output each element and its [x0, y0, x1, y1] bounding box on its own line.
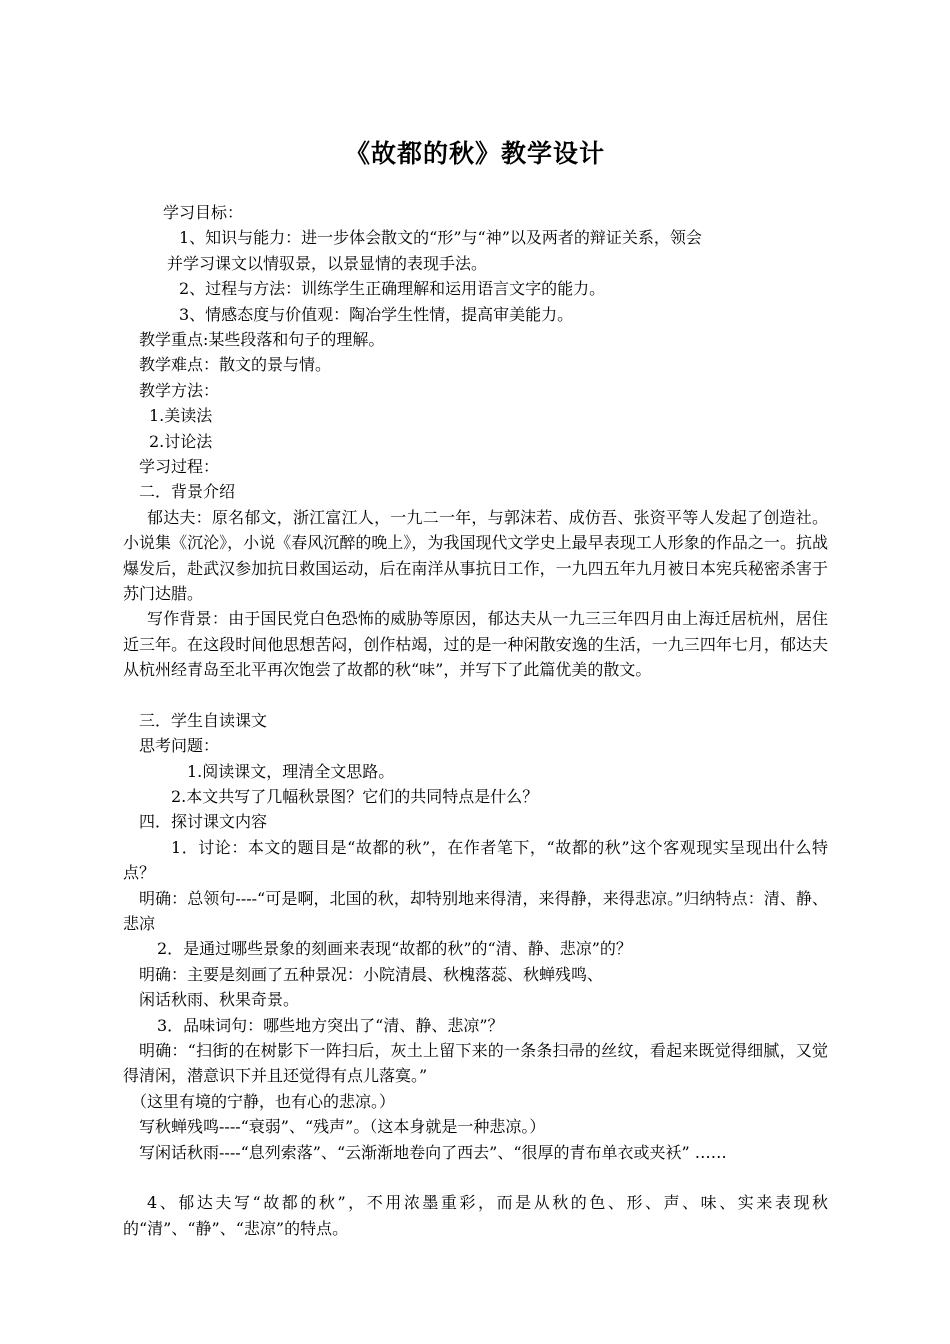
text-line: 3．品味词句：哪些地方突出了“清、静、悲凉”？ — [157, 1015, 504, 1035]
text-line: 闲话秋雨、秋果奇景。 — [139, 990, 300, 1010]
document-title: 《故都的秋》教学设计 — [344, 139, 605, 168]
text-line: 1.美读法 — [149, 406, 213, 426]
text-line: 思考问题： — [139, 736, 220, 756]
text-line: 学习目标： — [163, 203, 244, 222]
text-paragraph: 明确：“扫街的在树影下一阵扫后，灰土上留下来的一条条扫帚的丝纹，看起来既觉得细腻，又觉得清闲，潜意识下并且还觉得有点儿落寞。” — [123, 1040, 828, 1086]
text-line: 教学重点:某些段落和句子的理解。 — [139, 329, 385, 349]
text-paragraph: 郁达夫：原名郁文，浙江富江人，一九二一年，与郭沫若、成仿吾、张资平等人发起了创造社。小说集《沉沦》，小说《春风沉醉的晚上》，为我国现代文学史上最早表现工人形象的作品之一。抗战爆发后，赴武汉参加抗日救国运动，后在南洋从事抗日工作，一九四五年九月被日本宪兵秘密杀害于苏门达腊。 — [123, 507, 828, 603]
text-paragraph: 1．讨论：本文的题目是“故都的秋”，在作者笔下，“故都的秋”这个客观现实呈现出什么特点？ — [123, 837, 828, 883]
text-line: 3、情感态度与价值观：陶冶学生性情，提高审美能力。 — [179, 304, 574, 324]
text-line: 四．探讨课文内容 — [139, 812, 268, 832]
text-line: 明确：主要是刻画了五种景况：小院清晨、秋槐落蕊、秋蝉残鸣、 — [139, 964, 604, 984]
text-line: 2、过程与方法：训练学生正确理解和运用语言文字的能力。 — [179, 279, 606, 299]
text-line: 写秋蝉残鸣----“衰弱”、“残声”。（这本身就是一种悲凉。） — [139, 1117, 546, 1137]
text-line: 教学难点：散文的景与情。 — [139, 355, 332, 375]
text-line: 并学习课文以情驭景，以景显情的表现手法。 — [167, 253, 488, 273]
text-paragraph: 4、郁达夫写“故都的秋”，不用浓墨重彩，而是从秋的色、形、声、味、实来表现秋的“清”、“静”、“悲凉”的特点。 — [123, 1193, 828, 1238]
text-paragraph: 写闲话秋雨----“息列索落”、“云渐渐地卷向了西去”、“很厚的青布单衣或夹袄” …… — [139, 1142, 727, 1162]
text-line: 1.阅读课文，理清全文思路。 — [187, 761, 395, 781]
document-body — [123, 200, 828, 1241]
text-line: 1、知识与能力：进一步体会散文的“形”与“神”以及两者的辩证关系，领会 — [179, 228, 702, 248]
text-line: 2.讨论法 — [149, 431, 213, 451]
text-line: 学习过程： — [139, 456, 220, 476]
text-line: 2．是通过哪些景象的刻画来表现“故都的秋”的“清、静、悲凉”的？ — [157, 939, 632, 959]
text-paragraph: 明确：总领句----“可是啊，北国的秋，却特别地来得清，来得静，来得悲凉。”归纳特点：清、静、悲凉 — [123, 888, 828, 934]
text-line: （这里有境的宁静，也有心的悲凉。） — [131, 1091, 396, 1111]
text-line: 三．学生自读课文 — [139, 710, 268, 730]
text-line: 2.本文共写了几幅秋景图？它们的共同特点是什么？ — [171, 787, 539, 807]
text-paragraph: 写作背景：由于国民党白色恐怖的威胁等原因，郁达夫从一九三三年四月由上海迁居杭州，居住近三年。在这段时间他思想苦闷，创作枯竭，过的是一种闲散安逸的生活，一九三四年七月，郁达夫从杭州经青岛至北平再次饱尝了故都的秋“味”，并写下了此篇优美的散文。 — [123, 609, 828, 680]
text-line: 二．背景介绍 — [139, 482, 236, 502]
text-line: 教学方法： — [139, 380, 220, 400]
